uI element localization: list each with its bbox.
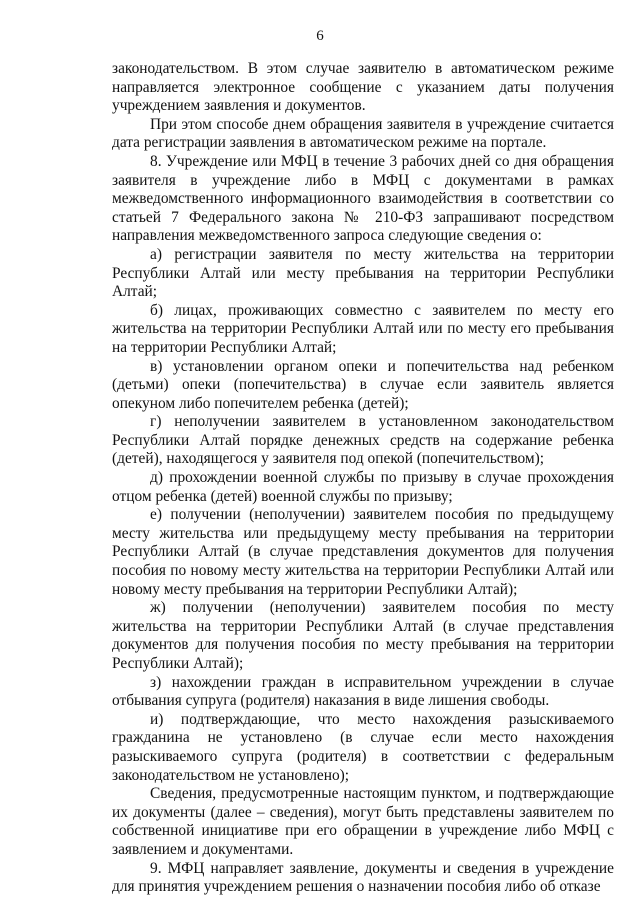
paragraph-item-8: 8. Учреждение или МФЦ в течение 3 рабочих дней со дня обращения заявителя в учреждение либо в МФЦ с документами в рамках межведомственного информационного взаимодействия в соответствии со статьей 7 Федерального закона № 210-ФЗ запрашивают посредством направления межведомственного запроса следующие сведения о: [112,152,614,245]
paragraph-information-submission: Сведения, предусмотренные настоящим пунктом, и подтверждающие их документы (далее – сведения), могут быть представлены заявителем по собственной инициативе при его обращении в учреждение либо МФЦ с заявлением и документами. [112,785,614,858]
document-text-body [112,60,614,897]
subitem-d: д) прохождении военной службы по призыву в случае прохождения отцом ребенка (детей) военной службы по призыву; [112,469,614,505]
subitem-b: б) лицах, проживающих совместно с заявителем по месту его жительства на территории Республики Алтай или по месту его пребывания на территории Республики Алтай; [112,301,614,356]
paragraph-continuation: законодательством. В этом случае заявителю в автоматическом режиме направляется электронное сообщение с указанием даты получения учреждением заявления и документов. [112,60,614,115]
paragraph-portal-date: При этом способе днем обращения заявителя в учреждение считается дата регистрации заявления в автоматическом режиме на портале. [112,115,614,152]
subitem-zh: ж) получении (неполучении) заявителем пособия по месту жительства на территории Республики Алтай (в случае представления документов для получения пособия по месту пребывания на территории Республики Алтай); [112,599,614,672]
subitem-a: а) регистрации заявителя по месту жительства на территории Республики Алтай или месту пребывания на территории Республики Алтай; [112,245,614,301]
subitem-e: е) получении (неполучении) заявителем пособия по предыдущему месту жительства или предыдущему месту пребывания на территории Республики Алтай (в случае представления документов для получения пособия по новому месту жительства на территории Республики Алтай или новому месту пребывания на территории Республики Алтай); [112,506,614,598]
page-number: 6 [316,28,324,44]
paragraph-item-9: 9. МФЦ направляет заявление, документы и сведения в учреждение для принятия учреждением решения о назначении пособия либо об отказе [112,859,614,896]
subitem-i: и) подтверждающие, что место нахождения разыскиваемого гражданина не установлено (в случае если место нахождения разыскиваемого супруга (родителя) в соответствии с федеральным законодательством не установлено); [112,710,614,784]
subitem-z: з) нахождении граждан в исправительном учреждении в случае отбывания супруга (родителя) наказания в виде лишения свободы. [112,673,614,710]
subitem-g: г) неполучении заявителем в установленном законодательством Республики Алтай порядке денежных средств на содержание ребенка (детей), находящегося у заявителя под опекой (попечительством); [112,413,614,468]
subitem-v: в) установлении органом опеки и попечительства над ребенком (детьми) опеки (попечительства) в случае если заявитель является опекуном либо попечителем ребенка (детей); [112,357,614,412]
